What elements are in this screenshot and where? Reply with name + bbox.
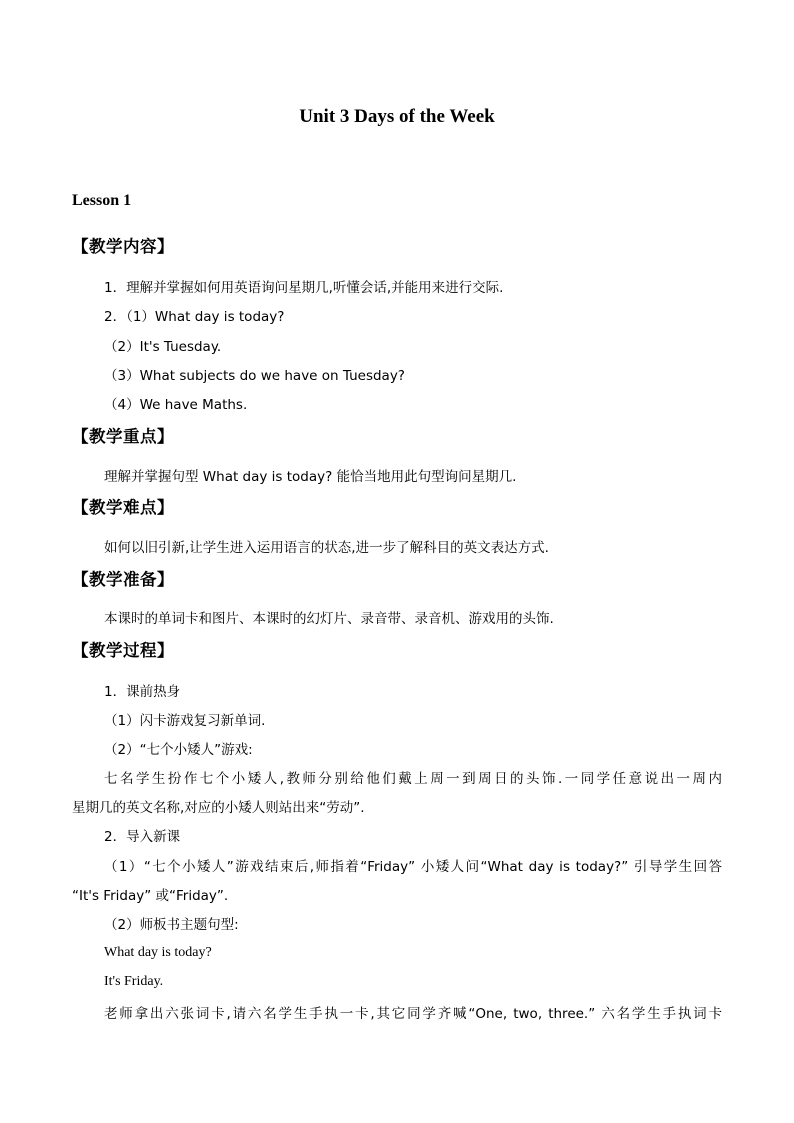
process-line-1: 1．课前热身 [104, 684, 181, 700]
heading-preparation: 【教学准备】 [72, 570, 174, 589]
content-line-2: 2．（1）What day is today? [104, 309, 285, 325]
process-line-12: 老师拿出六张词卡,请六名学生手执一卡,其它同学齐喊“One, two, three.” 六名学生手执词卡 [104, 1006, 722, 1022]
content-line-1: 1．理解并掌握如何用英语询问星期几,听懂会话,并能用来进行交际. [104, 280, 504, 296]
process-line-2: （1）闪卡游戏复习新单词. [104, 713, 266, 729]
content-line-3: （2）It's Tuesday. [104, 339, 222, 355]
process-line-7: （1）“七个小矮人”游戏结束后,师指着“Friday” 小矮人问“What day is today?” 引导学生回答 [104, 859, 722, 875]
process-line-9: （2）师板书主题句型: [104, 917, 239, 933]
difficult-points-text: 如何以旧引新,让学生进入运用语言的状态,进一步了解科目的英文表达方式. [104, 540, 549, 556]
heading-teaching-process: 【教学过程】 [72, 641, 174, 660]
process-line-5: 星期几的英文名称,对应的小矮人则站出来“劳动”. [72, 800, 365, 816]
content-line-5: （4）We have Maths. [104, 397, 248, 413]
heading-difficult-points: 【教学难点】 [72, 498, 174, 517]
process-line-11: It's Friday. [104, 974, 164, 989]
content-line-4: （3）What subjects do we have on Tuesday? [104, 368, 405, 384]
document-title: Unit 3 Days of the Week [299, 106, 495, 127]
process-line-3: （2）“七个小矮人”游戏: [104, 742, 253, 758]
process-line-4: 七名学生扮作七个小矮人,教师分别给他们戴上周一到周日的头饰.一同学任意说出一周内 [104, 771, 722, 787]
key-points-text: 理解并掌握句型 What day is today? 能恰当地用此句型询问星期几. [104, 469, 517, 485]
lesson-label: Lesson 1 [72, 192, 132, 209]
process-line-6: 2．导入新课 [104, 829, 181, 845]
heading-teaching-content: 【教学内容】 [72, 237, 174, 256]
process-line-10: What day is today? [104, 945, 212, 960]
preparation-text: 本课时的单词卡和图片、本课时的幻灯片、录音带、录音机、游戏用的头饰. [104, 611, 554, 627]
process-line-8: “It's Friday” 或“Friday”. [72, 888, 229, 904]
heading-key-points: 【教学重点】 [72, 427, 174, 446]
